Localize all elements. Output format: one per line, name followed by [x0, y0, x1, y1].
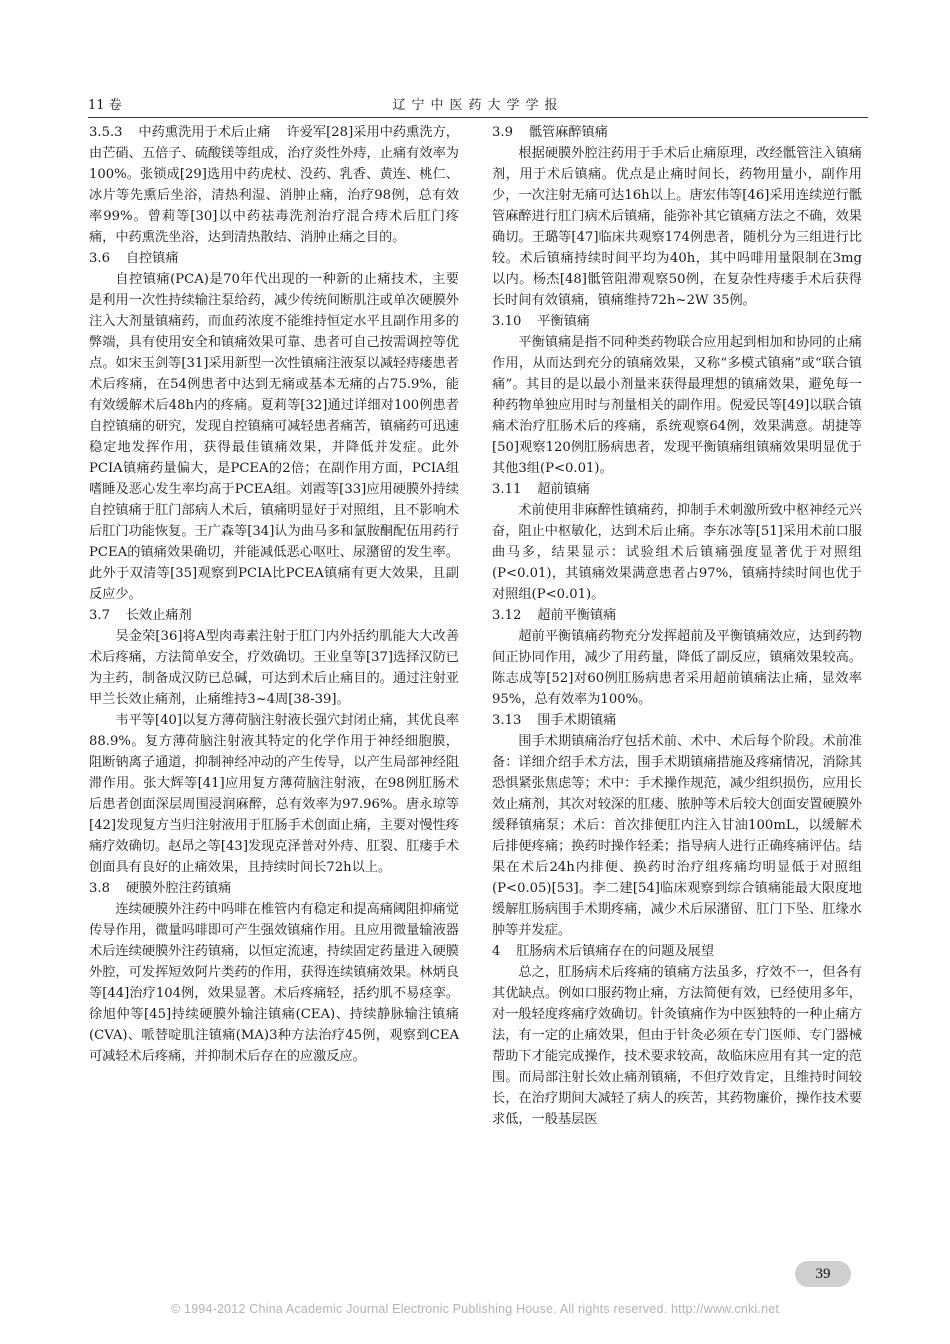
section-heading: [89, 878, 459, 899]
body-paragraph: 吴金荣[36]将A型肉毒素注射于肛门内外括约肌能大大改善术后疼痛，方法简单安全，疗效确切。王业皇等[37]选择汉防已为主药，制备成汉防已总碱，可达到术后止痛目的。通过注射亚甲兰长效止痛剂，止痛维持3~4周[38-39]。: [89, 629, 459, 707]
section-heading: [492, 710, 862, 731]
running-header: [88, 94, 868, 116]
section-title: 肛肠病术后镇痛存在的问题及展望: [516, 944, 715, 959]
section-heading: [492, 311, 862, 332]
header-rule: [88, 117, 868, 118]
body-paragraph: 自控镇痛(PCA)是70年代出现的一种新的止痛技术，主要是利用一次性持续输注泵给药，减少传统间断肌注或单次硬膜外注入大剂量镇痛药，而血药浓度不能维持恒定水平且副作用多的弊端，具有使用安全和镇痛效果可靠、患者可自己按需调控等优点。如宋玉剑等[31]采用新型一次性镇痛注液泵以减轻痔瘘患者术后疼痛，在54例患者中达到无痛或基本无痛的占75.9%，能有效缓解术后48h内的疼痛。夏莉等[32]通过详细对100例患者自控镇痛的研究，发现自控镇痛可减轻患者痛苦，镇痛药可迅速稳定地发挥作用，获得最佳镇痛效果，并降低并发症。此外PCIA镇痛药量偏大，是PCEA的2倍；在副作用方面，PCIA组嗜睡及恶心发生率均高于PCEA组。刘霞等[33]应用硬膜外持续自控镇痛于肛门部病人术后，镇痛明显好于对照组，且不影响术后肛门功能恢复。王广森等[34]认为曲马多和氯胺酮配伍用药行PCEA的镇痛效果确切，并能减低恶心呕吐、尿潴留的发生率。此外于双清等[35]观察到PCIA比PCEA镇痛有更大效果，且副反应少。: [89, 272, 459, 602]
body-paragraph: 超前平衡镇痛药物充分发挥超前及平衡镇痛效应，达到药物间正协同作用，减少了用药量，降低了副反应，镇痛效果较高。陈志成等[52]对60例肛肠病患者采用超前镇痛法止痛，显效率95%，总有效率为100%。: [492, 629, 862, 707]
copyright-footer: © 1994-2012 China Academic Journal Electronic Publishing House. All rights reserved. http://www.cnki.net: [170, 1302, 780, 1316]
right-column: [492, 122, 862, 1130]
section-number: 4: [492, 944, 501, 959]
section-title: 中药熏洗用于术后止痛: [138, 125, 271, 140]
section-number: 3.8: [89, 881, 110, 896]
section-heading: [492, 605, 862, 626]
body-paragraph: 总之，肛肠病术后疼痛的镇痛方法虽多，疗效不一，但各有其优缺点。例如口服药物止痛，方法简便有效，已经使用多年，对一般轻度疼痛疗效确切。针灸镇痛作为中医独特的一种止痛方法，有一定的止痛效果，但由于针灸必须在专门医师、专门器械帮助下才能完成操作，技术要求较高，故临床应用有其一定的范围。而局部注射长效止痛剂镇痛，不但疗效肯定，且维持时间较长，在治疗期间大减轻了病人的疾苦，其药物廉价，操作技术要求低，一般基层医: [492, 965, 862, 1127]
section-heading: [89, 122, 459, 248]
section-heading: [492, 479, 862, 500]
section-title: 硬膜外腔注药镇痛: [125, 881, 232, 896]
section-title: 长效止痛剂: [125, 608, 192, 623]
left-column: [89, 122, 459, 1067]
section-number: 3.12: [492, 608, 522, 623]
journal-title: 辽宁中医药大学学报: [392, 98, 564, 113]
section-heading: [89, 605, 459, 626]
section-title: 自控镇痛: [125, 251, 179, 266]
section-number: 3.6: [89, 251, 110, 266]
section-number: 3.13: [492, 713, 522, 728]
section-number: 3.5.3: [89, 125, 123, 140]
section-heading: [492, 122, 862, 143]
section-title: 平衡镇痛: [537, 314, 590, 329]
body-paragraph: 根据硬膜外腔注药用于手术后止痛原理，改经骶管注入镇痛剂，用于术后镇痛。优点是止痛时间长，药物用量小，副作用少，一次注射无痛可达16h以上。唐宏伟等[46]采用连续逆行骶管麻醉进行肛门病术后镇痛，能弥补其它镇痛方法之不确，效果确切。王璐等[47]临床共观察174例患者，随机分为三组进行比较。术后镇痛持续时间平均为40h，其中吗啡用量限制在3mg以内。杨杰[48]骶管阻滞观察50例，在复杂性痔瘘手术后获得长时间有效镇痛，镇痛维持72h~2W 35例。: [492, 146, 862, 308]
volume-label: 11 卷: [88, 98, 122, 113]
section-title: 骶管麻醉镇痛: [528, 125, 608, 140]
section-heading: [492, 941, 862, 962]
paragraph-text: 许爱军[28]采用中药熏洗方，由芒硝、五倍子、硫酸镁等组成，治疗炎性外痔，止痛有效率为100%。张锁成[29]选用中药虎杖、没药、乳香、黄连、桃仁、冰片等先熏后坐浴，清热利湿、消肿止痛，治疗98例，总有效率99%。曾莉等[30]以中药祛毒洗剂治疗混合痔术后肛门疼痛，中药熏洗坐浴，达到清热散结、消肿止痛之目的。: [89, 125, 459, 245]
section-heading: [89, 248, 459, 269]
section-number: 3.7: [89, 608, 110, 623]
section-title: 超前镇痛: [537, 482, 590, 497]
body-paragraph: 围手术期镇痛治疗包括术前、术中、术后每个阶段。术前准备：详细介绍手术方法，围手术期镇痛措施及疼痛情况，消除其恐惧紧张焦虑等；术中：手术操作规范，减少组织损伤，应用长效止痛剂，其次对较深的肛瘘、脓肿等术后较大创面安置硬膜外缓释镇痛泵；术后：首次排便肛内注入甘油100mL，以缓解术后排便疼痛；换药时操作轻柔；指导病人进行正确疼痛评估。结果在术后24h内排便、换药时治疗组疼痛均明显低于对照组(P<0.05)[53]。李二建[54]临床观察到综合镇痛能最大限度地缓解肛肠病围手术期疼痛，减少术后尿潴留、肛门下坠、肛缘水肿等并发症。: [492, 734, 862, 938]
body-paragraph: 连续硬膜外注药中吗啡在椎管内有稳定和提高痛阈阻抑痛觉传导作用，微量吗啡即可产生强效镇痛作用。且应用微量输液器术后连续硬膜外注药镇痛，以恒定流速，持续固定药量进入硬膜外腔，可发挥短效阿片类药的作用，获得连续镇痛效果。林炳良等[44]治疗104例，效果显著。术后疼痛轻，括约肌不易痉挛。徐旭仲等[45]持续硬膜外输注镇痛(CEA)、持续静脉输注镇痛(CVA)、哌替啶肌注镇痛(MA)3种方法治疗45例，观察到CEA可减轻术后疼痛，并抑制术后存在的应激反应。: [89, 902, 459, 1064]
body-paragraph: 平衡镇痛是指不同种类药物联合应用起到相加和协同的止痛作用，从而达到充分的镇痛效果，又称“多模式镇痛”或“联合镇痛”。其目的是以最小剂量来获得最理想的镇痛效果，避免每一种药物单独应用时与剂量相关的副作用。倪爱民等[49]以联合镇痛术治疗肛肠术后的疼痛，系统观察64例，效果满意。胡捷等[50]观察120例肛肠病患者，发现平衡镇痛组镇痛效果明显优于其他3组(P<0.01)。: [492, 335, 862, 476]
section-title: 围手术期镇痛: [537, 713, 617, 728]
section-number: 3.11: [492, 482, 522, 497]
page-number: 39: [795, 1261, 851, 1287]
section-title: 超前平衡镇痛: [537, 608, 617, 623]
section-number: 3.9: [492, 125, 513, 140]
body-paragraph: 韦平等[40]以复方薄荷脑注射液长强穴封闭止痛，其优良率88.9%。复方薄荷脑注射液其特定的化学作用于神经细胞膜，阻断钠离子通道，抑制神经冲动的产生传导，以产生局部神经阻滞作用。张大辉等[41]应用复方薄荷脑注射液，在98例肛肠术后患者创面深层周围浸润麻醉，总有效率为97.96%。唐永琼等[42]发现复方当归注射液用于肛肠手术创面止痛，主要对慢性疼痛疗效确切。赵昂之等[43]发现克泽普对外痔、肛裂、肛瘘手术创面具有良好的止痛效果，且持续时间长72h以上。: [89, 713, 459, 875]
section-number: 3.10: [492, 314, 522, 329]
body-paragraph: 术前使用非麻醉性镇痛药，抑制手术刺激所致中枢神经元兴奋，阻止中枢敏化，达到术后止痛。李东冰等[51]采用术前口服曲马多，结果显示：试验组术后镇痛强度显著优于对照组(P<0.01)，其镇痛效果满意患者占97%，镇痛持续时间也优于对照组(P<0.01)。: [492, 503, 862, 602]
